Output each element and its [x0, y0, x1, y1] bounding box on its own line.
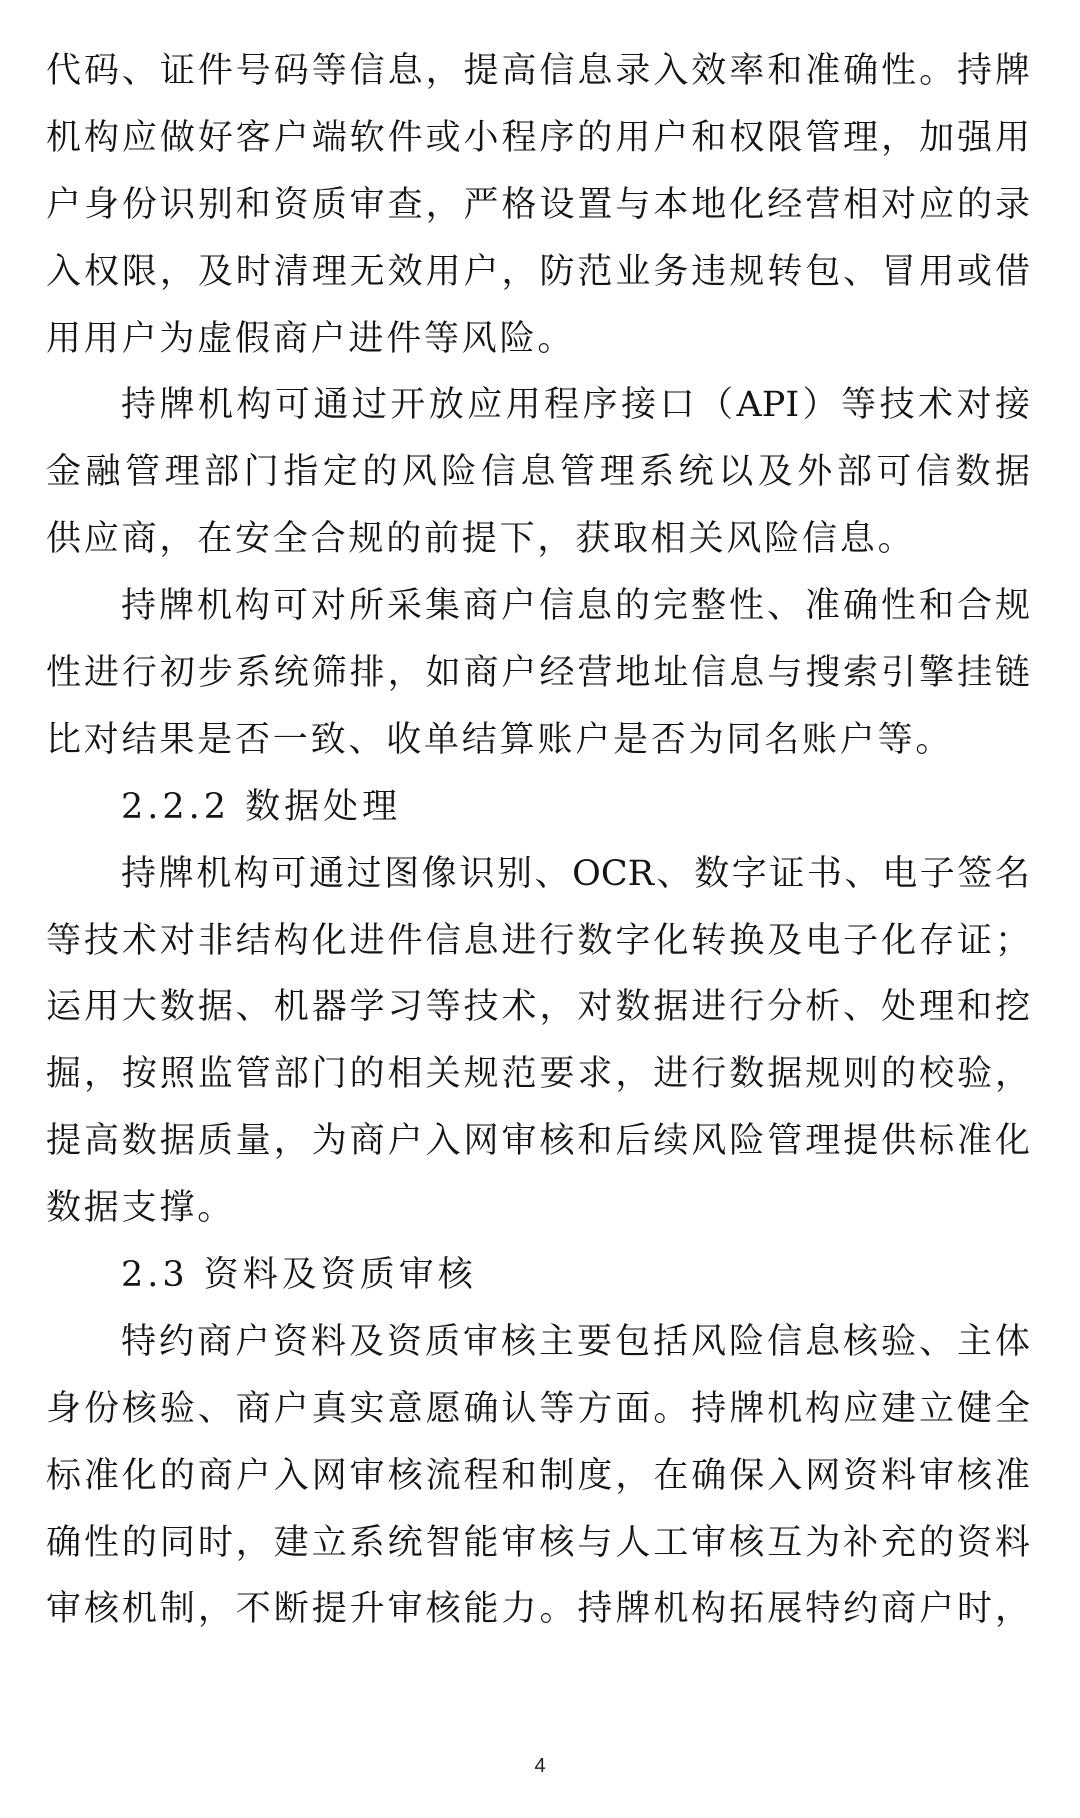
paragraph: [46, 38, 1030, 372]
text-line: 提高数据质量，为商户入网审核和后续风险管理提供标准化: [46, 1121, 1030, 1162]
text-line: 身份核验、商户真实意愿确认等方面。持牌机构应建立健全: [46, 1388, 1030, 1429]
text-line: 数据支撑。: [46, 1188, 236, 1229]
paragraph: [46, 841, 1030, 1242]
text-line: 性进行初步系统筛排，如商户经营地址信息与搜索引擎挂链: [46, 653, 1030, 694]
text-line: 标准化的商户入网审核流程和制度，在确保入网资料审核准: [46, 1455, 1030, 1496]
text-line: 金融管理部门指定的风险信息管理系统以及外部可信数据: [46, 452, 1030, 493]
text-line: 持牌机构可通过图像识别、OCR、数字证书、电子签名: [121, 853, 1030, 894]
text-line: 运用大数据、机器学习等技术，对数据进行分析、处理和挖: [46, 987, 1030, 1028]
text-line: 机构应做好客户端软件或小程序的用户和权限管理，加强用: [46, 117, 1030, 158]
text-line: 掘，按照监管部门的相关规范要求，进行数据规则的校验，: [46, 1054, 1030, 1095]
text-line: 确性的同时，建立系统智能审核与人工审核互为补充的资料: [46, 1522, 1030, 1563]
section-heading: 2.3 资料及资质审核: [121, 1255, 477, 1296]
text-line: 持牌机构可通过开放应用程序接口（API）等技术对接: [121, 385, 1030, 426]
text-line: 持牌机构可对所采集商户信息的完整性、准确性和合规: [121, 586, 1030, 627]
text-line: 代码、证件号码等信息，提高信息录入效率和准确性。持牌: [46, 51, 1030, 91]
page-number: 4: [534, 1755, 546, 1777]
text-line: 等技术对非结构化进件信息进行数字化转换及电子化存证；: [46, 920, 1030, 961]
text-line: 审核机制，不断提升审核能力。持牌机构拓展特约商户时，: [46, 1589, 1030, 1630]
text-line: 户身份识别和资质审查，严格设置与本地化经营相对应的录: [46, 184, 1030, 225]
text-line: 比对结果是否一致、收单结算账户是否为同名账户等。: [46, 719, 954, 760]
paragraph: [46, 573, 1030, 774]
text-line: 用用户为虚假商户进件等风险。: [46, 318, 576, 359]
text-line: 供应商，在安全合规的前提下，获取相关风险信息。: [46, 519, 916, 560]
text-line: 特约商户资料及资质审核主要包括风险信息核验、主体: [121, 1321, 1030, 1362]
section-heading: 2.2.2 数据处理: [121, 786, 402, 827]
paragraph: [46, 1309, 1030, 1643]
paragraph: [46, 372, 1030, 573]
body-text: [46, 38, 1030, 1643]
text-line: 入权限，及时清理无效用户，防范业务违规转包、冒用或借: [46, 251, 1030, 292]
